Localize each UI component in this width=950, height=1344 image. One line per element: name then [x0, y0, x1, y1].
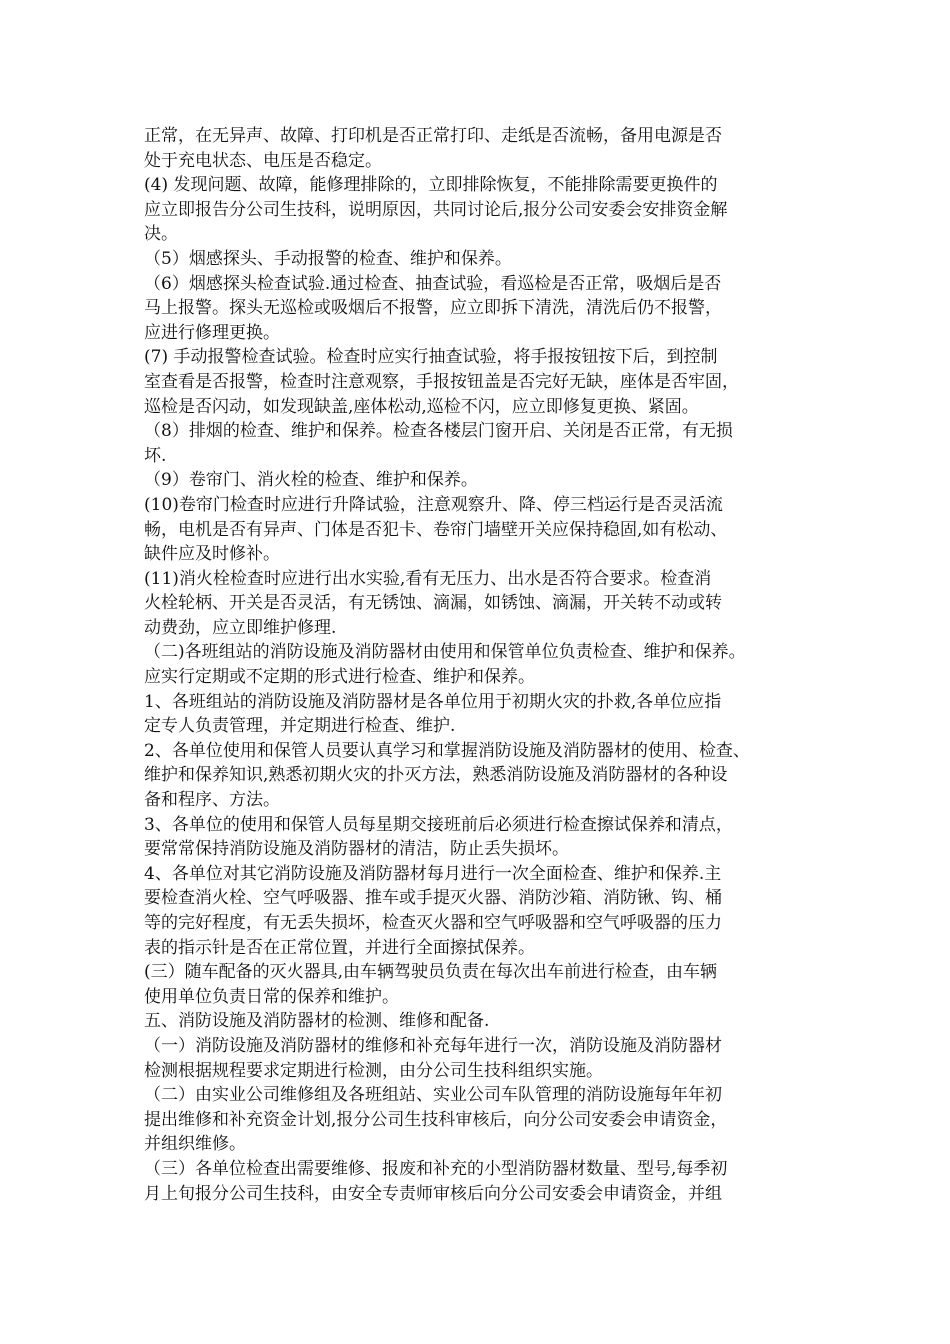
- text-line: (7) 手动报警检查试验。检查时应实行抽查试验，将手报按钮按下后，到控制: [144, 347, 718, 368]
- paragraph: [144, 124, 824, 173]
- paragraph: [144, 862, 824, 960]
- text-line: （二）由实业公司维修组及各班组站、实业公司车队管理的消防设施每年年初: [144, 1085, 722, 1106]
- paragraph: [144, 690, 824, 739]
- text-line: (4) 发现问题、故障，能修理排除的，立即排除恢复，不能排除需要更换件的: [144, 175, 718, 196]
- text-line: 缺件应及时修补。: [144, 544, 280, 565]
- text-line: 决。: [144, 224, 178, 245]
- text-line: 畅，电机是否有异声、门体是否犯卡、卷帘门墙壁开关应保持稳固,如有松动、: [144, 519, 728, 540]
- paragraph: [144, 247, 824, 272]
- text-line: （三）各单位检查出需要维修、报废和补充的小型消防器材数量、型号,每季初: [144, 1158, 728, 1179]
- text-line: 检测根据规程要求定期进行检测，由分公司生技科组织实施。: [144, 1060, 603, 1081]
- text-line: 动费劲，应立即维护修理.: [144, 617, 337, 638]
- text-line: （8）排烟的检查、维护和保养。检查各楼层门窗开启、关闭是否正常，有无损: [144, 421, 733, 442]
- text-line: 室查看是否报警，检查时注意观察，手报按钮盖是否完好无缺，座体是否牢固，: [144, 371, 739, 392]
- paragraph: [144, 640, 824, 689]
- text-line: 应进行修理更换。: [144, 322, 280, 343]
- text-line: 4、各单位对其它消防设施及消防器材每月进行一次全面检查、维护和保养.主: [144, 863, 722, 884]
- text-line: 要常常保持消防设施及消防器材的清洁，防止丢失损坏。: [144, 839, 569, 860]
- text-line: (11)消火栓检查时应进行出水实验,看有无压力、出水是否符合要求。检查消: [144, 568, 712, 589]
- text-line: 应立即报告分公司生技科，说明原因，共同讨论后,报分公司安委会安排资金解: [144, 199, 728, 220]
- paragraph: [144, 567, 824, 641]
- paragraph: [144, 813, 824, 862]
- document-body: [144, 124, 824, 1206]
- text-line: 使用单位负责日常的保养和维护。: [144, 986, 399, 1007]
- text-line: 月上旬报分公司生技科，由安全专责师审核后向分公司安委会申请资金，并组: [144, 1183, 722, 1204]
- text-line: （6）烟感探头检查试验.通过检查、抽查试验，看巡检是否正常，吸烟后是否: [144, 273, 722, 294]
- text-line: （一）消防设施及消防器材的维修和补充每年进行一次，消防设施及消防器材: [144, 1035, 722, 1056]
- text-line: 巡检是否闪动，如发现缺盖,座体松动,巡检不闪，应立即修复更换、紧固。: [144, 396, 699, 417]
- text-line: 要检查消火栓、空气呼吸器、推车或手提灭火器、消防沙箱、消防锹、钩、桶: [144, 888, 722, 909]
- text-line: 表的指示针是否在正常位置，并进行全面擦拭保养。: [144, 937, 535, 958]
- text-line: 并组织维修。: [144, 1134, 246, 1155]
- paragraph: [144, 468, 824, 493]
- text-line: 马上报警。探头无巡检或吸烟后不报警，应立即拆下清洗，清洗后仍不报警，: [144, 298, 722, 319]
- text-line: （二)各班组站的消防设施及消防器材由使用和保管单位负责检查、维护和保养。: [144, 642, 746, 663]
- text-line: 定专人负责管理，并定期进行检查、维护.: [144, 716, 456, 737]
- text-line: 2、各单位使用和保管人员要认真学习和掌握消防设施及消防器材的使用、检查、: [144, 740, 750, 761]
- text-line: 维护和保养知识,熟悉初期火灾的扑灭方法，熟悉消防设施及消防器材的各种设: [144, 765, 728, 786]
- paragraph: [144, 960, 824, 1009]
- text-line: 坏.: [144, 445, 167, 466]
- paragraph: [144, 272, 824, 346]
- paragraph: [144, 345, 824, 419]
- text-line: 1、各班组站的消防设施及消防器材是各单位用于初期火灾的扑救,各单位应指: [144, 691, 722, 712]
- text-line: 火栓轮柄、开关是否灵活，有无锈蚀、滴漏，如锈蚀、滴漏，开关转不动或转: [144, 593, 722, 614]
- paragraph: [144, 1034, 824, 1083]
- paragraph: [144, 1083, 824, 1157]
- text-line: (10)卷帘门检查时应进行升降试验，注意观察升、降、停三档运行是否灵活流: [144, 494, 723, 515]
- paragraph: [144, 173, 824, 247]
- text-line: 等的完好程度，有无丢失损坏，检查灭火器和空气呼吸器和空气呼吸器的压力: [144, 913, 722, 933]
- paragraph: [144, 493, 824, 567]
- paragraph: [144, 739, 824, 813]
- paragraph: [144, 419, 824, 468]
- text-line: 应实行定期或不定期的形式进行检查、维护和保养。: [144, 667, 535, 688]
- text-line: （5）烟感探头、手动报警的检查、维护和保养。: [144, 248, 512, 269]
- paragraph: [144, 1009, 824, 1034]
- text-line: 备和程序、方法。: [144, 790, 280, 811]
- text-line: (三）随车配备的灭火器具,由车辆驾驶员负责在每次出车前进行检查，由车辆: [144, 962, 718, 983]
- paragraph: [144, 1157, 824, 1206]
- text-line: 五、消防设施及消防器材的检测、维修和配备.: [144, 1011, 490, 1032]
- text-line: （9）卷帘门、消火栓的检查、维护和保养。: [144, 470, 478, 491]
- text-line: 正常，在无异声、故障、打印机是否正常打印、走纸是否流畅，备用电源是否: [144, 126, 722, 146]
- text-line: 提出维修和补充资金计划,报分公司生技科审核后，向分公司安委会申请资金，: [144, 1109, 728, 1130]
- text-line: 处于充电状态、电压是否稳定。: [144, 150, 382, 171]
- text-line: 3、各单位的使用和保管人员每星期交接班前后必须进行检查擦试保养和清点，: [144, 814, 733, 835]
